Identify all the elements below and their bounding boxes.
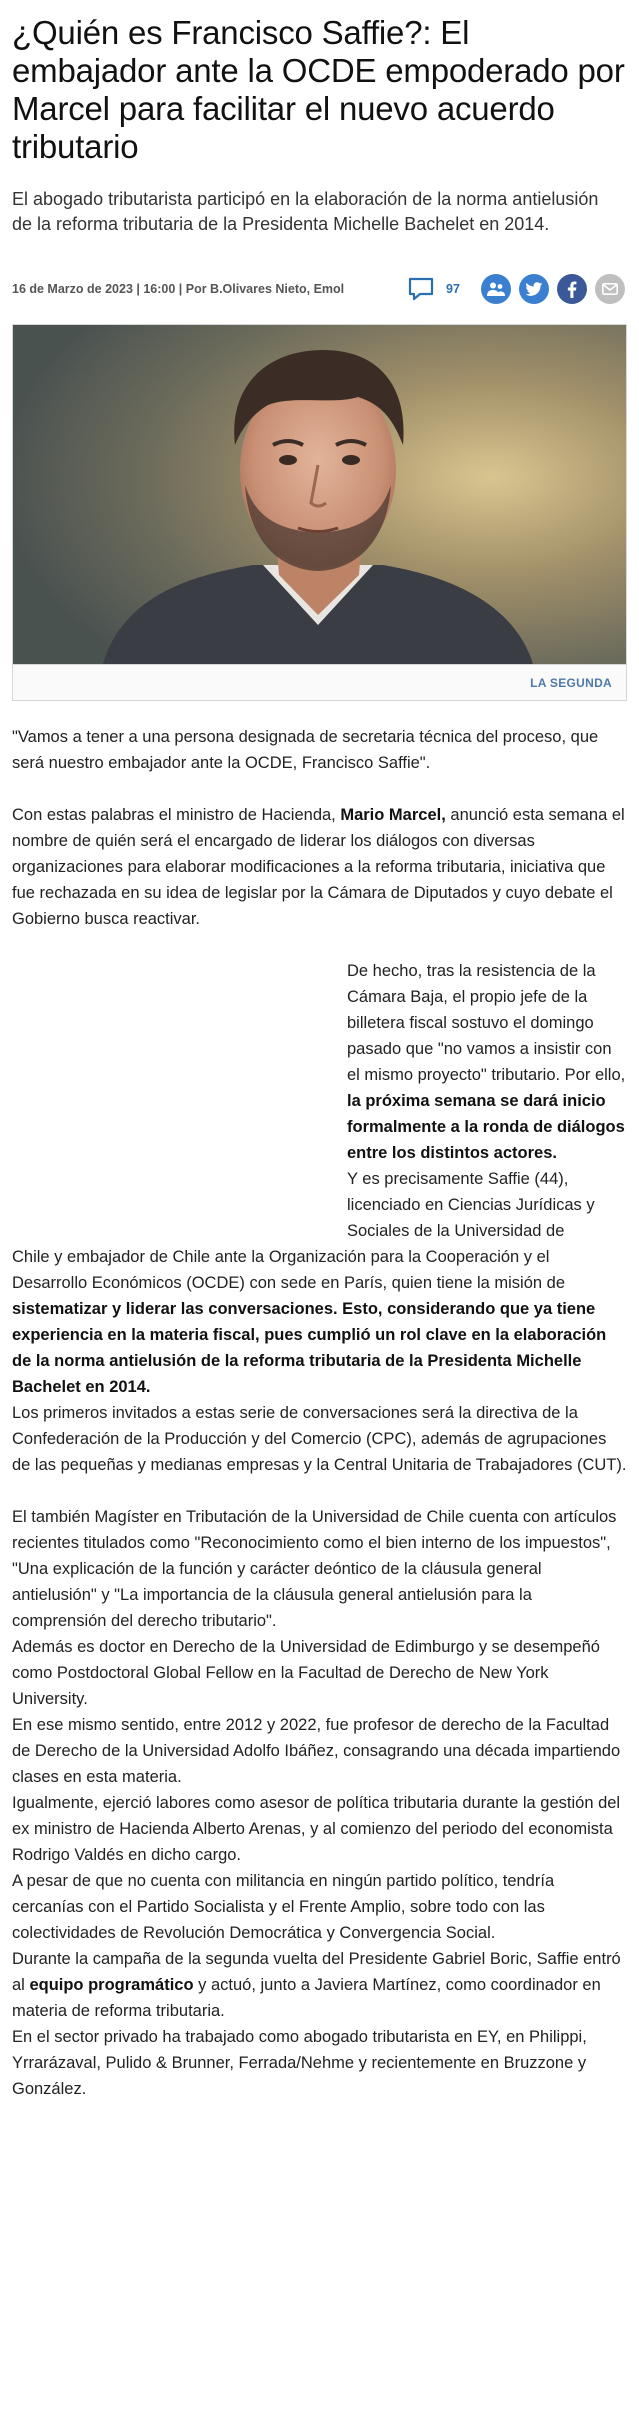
paragraph-10: A pesar de que no cuenta con militancia en ningún partido político, tendría cercanías con el Partido Socialista y el Frente Amplio, sobre todo con las colectividades de Revolución Democrática y Convergencia Social.	[12, 1872, 555, 1942]
paragraph-12: En el sector privado ha trabajado como abogado tributarista en EY, en Philippi, Yrrarázaval, Pulido & Brunner, Ferrada/Nehme y recientemente en Bruzzone y González.	[12, 2028, 587, 2098]
share-twitter-button[interactable]	[519, 274, 549, 304]
paragraph-4-rest: Chile y embajador de Chile ante la Organización para la Cooperación y el Desarrollo Económicos (OCDE) con sede en París, quien tiene la misión de sistematizar y liderar las conversaciones. Esto, considerando que ya tiene experiencia en la materia fiscal, pues cumplió un rol clave en la elaboración de la norma antielusión de la reforma tributaria de la Presidenta Michelle Bachelet en 2014.	[12, 1248, 607, 1396]
article-lead: El abogado tributarista participó en la elaboración de la norma antielusión de la reforma tributaria de la Presidenta Michelle Bachelet en 2014.	[12, 189, 599, 234]
twitter-icon	[525, 282, 543, 297]
paragraph-3: De hecho, tras la resistencia de la Cámara Baja, el propio jefe de la billetera fiscal sostuvo el domingo pasado que "no vamos a insistir con el mismo proyecto" tributario. Por ello, la próxima semana se dará inicio formalmente a la ronda de diálogos entre los distintos actores.	[347, 962, 626, 1162]
paragraph-2: Con estas palabras el ministro de Hacienda, Mario Marcel, anunció esta semana el nombre de quién será el encargado de liderar los diálogos con diversas organizaciones para elaborar modificaciones a la reforma tributaria, iniciativa que fue rechazada en su idea de legislar por la Cámara de Diputados y cuyo debate el Gobierno busca reactivar.	[12, 806, 625, 928]
mail-icon	[602, 283, 618, 295]
comment-icon	[408, 277, 434, 301]
paragraph-4-start: Y es precisamente Saffie (44), licenciado en Ciencias Jurídicas y Sociales de la Universidad de	[347, 1170, 595, 1240]
article-photo	[13, 325, 626, 664]
paragraph-8: En ese mismo sentido, entre 2012 y 2022, fue profesor de derecho de la Facultad de Derecho de la Universidad Adolfo Ibáñez, consagrando una década impartiendo clases en esta materia.	[12, 1716, 621, 1786]
article-title: ¿Quién es Francisco Saffie?: El embajador ante la OCDE empoderado por Marcel para facilitar el nuevo acuerdo tributario	[12, 14, 625, 165]
byline: 16 de Marzo de 2023 | 16:00 | Por B.Olivares Nieto, Emol	[12, 282, 345, 296]
photo-credit: LA SEGUNDA	[530, 676, 612, 690]
share-people-button[interactable]	[481, 274, 511, 304]
comments-link[interactable]	[408, 274, 460, 304]
share-mail-button[interactable]	[595, 274, 625, 304]
people-icon	[486, 281, 506, 297]
paragraph-7: Además es doctor en Derecho de la Universidad de Edimburgo y se desempeñó como Postdoctoral Global Fellow en la Facultad de Derecho de New York University.	[12, 1638, 600, 1708]
paragraph-6: El también Magíster en Tributación de la Universidad de Chile cuenta con artículos recientes titulados como "Reconocimiento como el bien interno de los impuestos", "Una explicación de la función y carácter deóntico de la cláusula general antielusión" y "La importancia de la cláusula general antielusión para la comprensión del derecho tributario".	[12, 1508, 617, 1630]
photo-caption-bar	[13, 664, 626, 700]
paragraph-1: "Vamos a tener a una persona designada de secretaria técnica del proceso, que será nuestro embajador ante la OCDE, Francisco Saffie".	[12, 728, 599, 772]
paragraph-9: Igualmente, ejerció labores como asesor de política tributaria durante la gestión del ex ministro de Hacienda Alberto Arenas, y al comienzo del periodo del economista Rodrigo Valdés en dicho cargo.	[12, 1794, 621, 1864]
comment-count: 97	[446, 282, 460, 296]
paragraph-11: Durante la campaña de la segunda vuelta del Presidente Gabriel Boric, Saffie entró al equipo programático y actuó, junto a Javiera Martínez, como coordinador en materia de reforma tributaria.	[12, 1950, 621, 2020]
facebook-icon	[567, 281, 577, 298]
article-photo-frame	[12, 324, 627, 701]
article-meta	[12, 274, 627, 310]
paragraph-5: Los primeros invitados a estas serie de conversaciones será la directiva de la Confederación de la Producción y del Comercio (CPC), además de agrupaciones de las pequeñas y medianas empresas y la Central Unitaria de Trabajadores (CUT).	[12, 1404, 627, 1474]
portrait-illustration	[13, 325, 626, 664]
share-facebook-button[interactable]	[557, 274, 587, 304]
